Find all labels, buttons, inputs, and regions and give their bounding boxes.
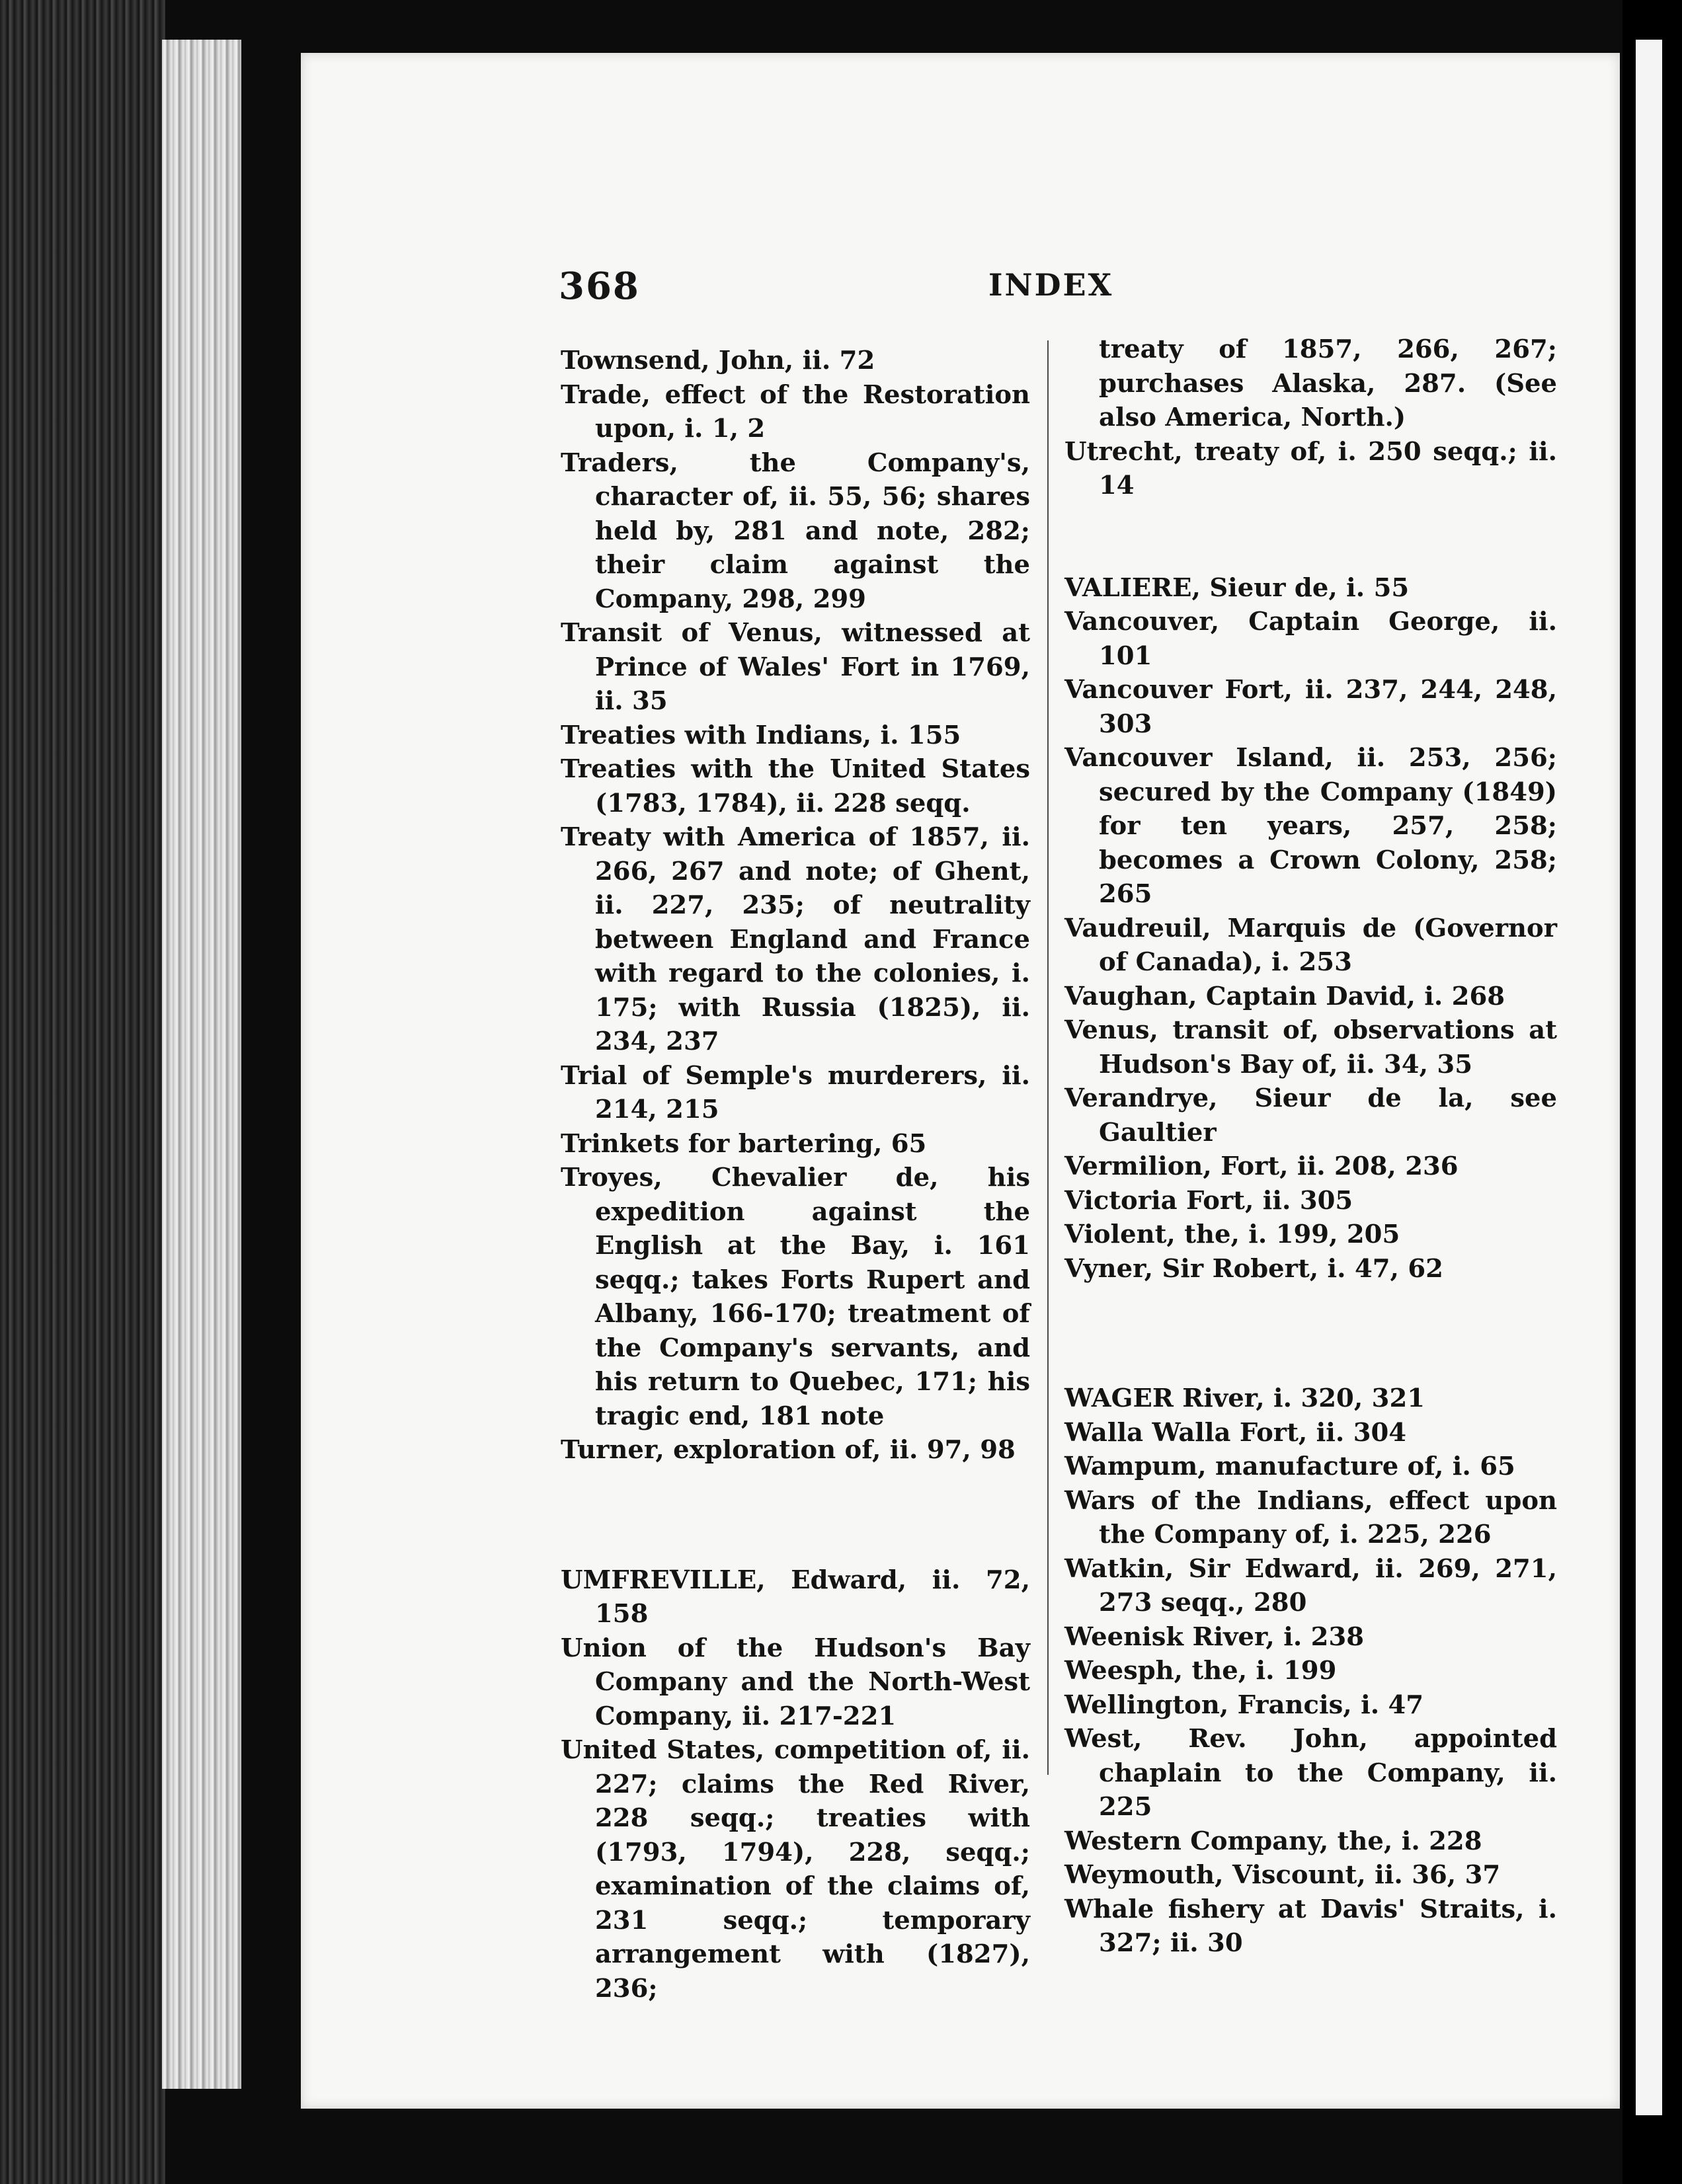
index-entry: Venus, transit of, observations at Hudson's Bay of, ii. 34, 35 — [1064, 1015, 1557, 1079]
page-number: 368 — [559, 264, 640, 308]
index-entry: Vaughan, Captain David, i. 268 — [1064, 981, 1505, 1011]
index-entry: Turner, exploration of, ii. 97, 98 — [561, 1435, 1016, 1465]
index-entry: West, Rev. John, appointed chaplain to the Company, ii. 225 — [1064, 1724, 1557, 1822]
left-column — [561, 344, 1030, 2006]
index-entry: Walla Walla Fort, ii. 304 — [1064, 1417, 1407, 1448]
index-entry: Vaudreuil, Marquis de (Governor of Canada), i. 253 — [1064, 913, 1557, 977]
book-binding — [0, 0, 165, 2184]
page-edges — [162, 40, 241, 2089]
index-entry: Wampum, manufacture of, i. 65 — [1064, 1452, 1515, 1481]
index-entry: Weesph, the, i. 199 — [1064, 1656, 1337, 1686]
index-entry: Treaties with the United States (1783, 1784), ii. 228 seqq. — [561, 754, 1030, 818]
section-gap — [1064, 503, 1557, 571]
section-gap — [1064, 1286, 1557, 1382]
adjacent-page-edge — [1636, 40, 1662, 2115]
index-entry: Violent, the, i. 199, 205 — [1064, 1220, 1400, 1249]
index-entry: Vyner, Sir Robert, i. 47, 62 — [1064, 1253, 1443, 1284]
index-entry: Trade, effect of the Restoration upon, i. 1, 2 — [561, 379, 1030, 444]
index-entry: WAGER River, i. 320, 321 — [1064, 1384, 1425, 1413]
index-entry: Weenisk River, i. 238 — [1064, 1621, 1365, 1652]
index-entry: Vancouver Fort, ii. 237, 244, 248, 303 — [1064, 675, 1557, 739]
index-entry: Victoria Fort, ii. 305 — [1064, 1185, 1353, 1216]
index-entry: Trial of Semple's murderers, ii. 214, 215 — [561, 1060, 1030, 1124]
index-entry: Vermilion, Fort, ii. 208, 236 — [1064, 1151, 1459, 1181]
index-entry: Verandrye, Sieur de la, see Gaultier — [1064, 1083, 1557, 1148]
index-entry: Watkin, Sir Edward, ii. 269, 271, 273 seqq., 280 — [1064, 1553, 1557, 1618]
index-entry: Whale fishery at Davis' Straits, i. 327; ii. 30 — [1064, 1894, 1557, 1958]
index-entry: Weymouth, Viscount, ii. 36, 37 — [1064, 1860, 1501, 1890]
index-entry: Townsend, John, ii. 72 — [561, 346, 875, 375]
index-entry: Treaty with America of 1857, ii. 266, 267 and note; of Ghent, ii. 227, 235; of neutrality between England and France with regard to the colonies, i. 175; with Russia (1825), ii. 234, 237 — [561, 822, 1030, 1056]
index-entry: Utrecht, treaty of, i. 250 seqq.; ii. 14 — [1064, 436, 1557, 500]
section-gap — [561, 1467, 1030, 1563]
index-entry-continuation: treaty of 1857, 266, 267; purchases Alaska, 287. (See also America, North.) — [1099, 334, 1557, 432]
index-entry: Vancouver, Captain George, ii. 101 — [1064, 607, 1557, 671]
right-column — [1064, 332, 1557, 1961]
index-entry: Wellington, Francis, i. 47 — [1064, 1690, 1424, 1720]
index-entry: Union of the Hudson's Bay Company and the North-West Company, ii. 217-221 — [561, 1633, 1030, 1731]
index-entry: Transit of Venus, witnessed at Prince of Wales' Fort in 1769, ii. 35 — [561, 618, 1030, 716]
index-entry: Western Company, the, i. 228 — [1064, 1826, 1482, 1856]
index-entry: Trinkets for bartering, 65 — [561, 1128, 927, 1159]
column-divider — [1047, 340, 1049, 1775]
index-entry: Vancouver Island, ii. 253, 256; secured by the Company (1849) for ten years, 257, 258; becomes a Crown Colony, 258; 265 — [1064, 743, 1557, 909]
index-entry: United States, competition of, ii. 227; claims the Red River, 228 seqq.; treaties with (1793, 1794), 228, seqq.; examination of the claims of, 231 seqq.; temporary arrangement with (1827), 236; — [561, 1735, 1030, 2004]
index-entry: Wars of the Indians, effect upon the Company of, i. 225, 226 — [1064, 1485, 1557, 1549]
index-entry: UMFREVILLE, Edward, ii. 72, 158 — [561, 1565, 1030, 1629]
page-title: INDEX — [988, 267, 1114, 303]
index-entry: VALIERE, Sieur de, i. 55 — [1064, 572, 1410, 603]
index-entry: Troyes, Chevalier de, his expedition against the English at the Bay, i. 161 seqq.; takes Forts Rupert and Albany, 166-170; treatment of the Company's servants, and his return to Quebec, 171; his tragic end, 181 note — [561, 1163, 1030, 1431]
index-entry: Treaties with Indians, i. 155 — [561, 720, 961, 750]
index-entry: Traders, the Company's, character of, ii. 55, 56; shares held by, 281 and note, 282; their claim against the Company, 298, 299 — [561, 448, 1030, 614]
